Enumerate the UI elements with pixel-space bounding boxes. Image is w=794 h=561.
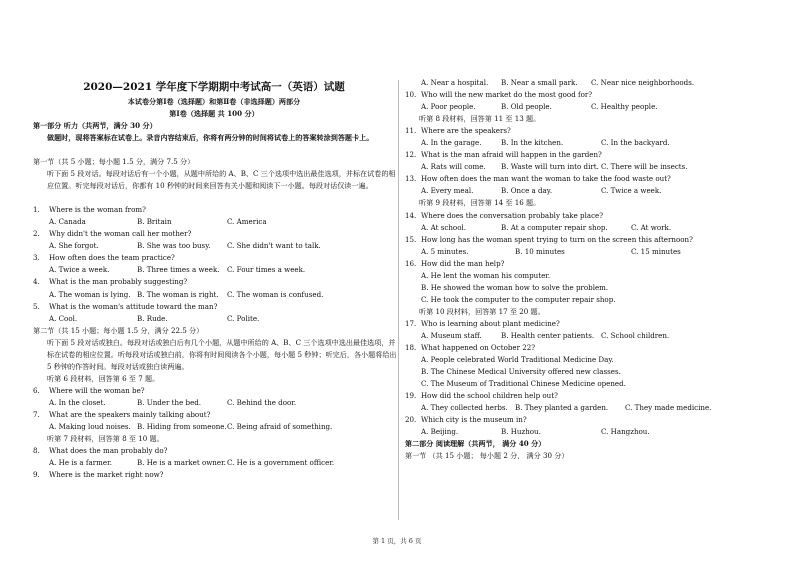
question-14-options	[405, 222, 765, 234]
question-5-options	[33, 313, 395, 325]
question-3-options	[33, 264, 395, 276]
option-a[interactable]: A. In the garage.	[421, 138, 482, 148]
option-c[interactable]: C. School children.	[601, 330, 670, 340]
option-c[interactable]: C. Hangzhou.	[601, 427, 650, 437]
question-17-options	[405, 330, 765, 342]
question-1: 1. Where is the woman from?	[33, 205, 146, 215]
listen-instruction-7: 听第 7 段材料，回答第 8 至 10 题。	[47, 433, 164, 443]
question-9-options	[405, 77, 765, 89]
option-b[interactable]: B. Under the bed.	[137, 397, 202, 407]
option-c[interactable]: C. America	[227, 217, 267, 227]
question-20: 20. Which city is the museum in?	[405, 415, 527, 425]
question-4: 4. What is the man probably suggesting?	[33, 277, 188, 287]
option-c[interactable]: C. He is a government officer.	[227, 458, 335, 468]
option-a[interactable]: A. She forgot.	[49, 241, 99, 251]
question-12: 12. What is the man afraid will happen in the garden?	[405, 150, 602, 160]
option-a[interactable]: A. Every meal.	[421, 186, 474, 196]
option-a[interactable]: A. He lent the woman his computer.	[421, 270, 551, 280]
option-b[interactable]: B. The woman is right.	[137, 289, 219, 299]
option-c[interactable]: C. Polite.	[227, 313, 260, 323]
right-column	[405, 77, 765, 463]
option-c[interactable]: C. Four times a week.	[227, 265, 306, 275]
option-b[interactable]: B. Hiding from someone.	[137, 421, 227, 431]
part2-section1-heading: 第一节 （共 15 小题； 每小题 2 分， 满分 30 分）	[405, 451, 569, 461]
section1-instructions: 听下面 5 段对话。每段对话后有一个小题，从题中所给的 A、B、C 三个选项中选出最佳选项，并标在试卷的相应位置。听完每段对话后，你都有 10 秒钟的时间来回答有关小题和阅读下一小题。每段对话仅读一遍。	[47, 169, 396, 191]
option-b[interactable]: B. Near a small park.	[501, 78, 578, 87]
option-b[interactable]: B. In the kitchen.	[501, 138, 564, 148]
question-15-options	[405, 246, 765, 258]
listen-instruction-10: 听第 10 段材料，回答第 17 至 20 题。	[419, 306, 545, 316]
part2-heading: 第二部分 阅读理解（共两节， 满分 40 分）	[405, 439, 546, 449]
option-c[interactable]: C. Behind the door.	[227, 397, 297, 407]
exam-subtitle-2: 第Ⅰ卷（选择题 共 100 分）	[169, 109, 259, 119]
option-a[interactable]: A. Near a hospital.	[421, 78, 489, 87]
question-5: 5. What is the woman's attitude toward the man?	[33, 301, 218, 311]
exam-subtitle-1: 本试卷分第Ⅰ卷（选择题）和第Ⅱ卷（非选择题）两部分	[127, 97, 301, 106]
question-18-option-b	[405, 366, 765, 378]
left-column	[33, 0, 395, 481]
listen-instruction-8: 听第 8 段材料，回答第 11 至 13 题。	[419, 114, 541, 124]
option-a[interactable]: A. Poor people.	[421, 102, 476, 112]
listen-instruction-6: 听第 6 段材料，回答第 6 至 7 题。	[47, 373, 160, 383]
option-b[interactable]: B. Huzhou.	[501, 427, 541, 437]
option-c[interactable]: C. There will be insects.	[601, 162, 688, 172]
option-a[interactable]: A. The woman is lying.	[49, 289, 131, 299]
question-20-options	[405, 426, 765, 438]
question-7-options	[33, 421, 395, 433]
listen-instruction-9: 听第 9 段材料，回答第 14 至 16 题。	[419, 198, 541, 208]
option-c[interactable]: C. Twice a week.	[601, 186, 662, 196]
option-b[interactable]: B. Once a day.	[501, 186, 553, 196]
option-b[interactable]: B. He showed the woman how to solve the problem.	[421, 282, 609, 292]
question-13: 13. How often does the man want the woman to take the food waste out?	[405, 174, 671, 184]
option-a[interactable]: A. In the closet.	[49, 397, 106, 407]
option-c[interactable]: C. 15 minutes	[631, 246, 681, 256]
question-18-option-a	[405, 354, 765, 366]
question-15: 15. How long has the woman spent trying to turn on the screen this afternoon?	[405, 234, 693, 244]
option-b[interactable]: B. Britain	[137, 217, 172, 227]
option-a[interactable]: A. 5 minutes.	[421, 246, 469, 256]
option-a[interactable]: A. Rats will come.	[421, 162, 486, 172]
option-c[interactable]: C. Being afraid of something.	[227, 421, 333, 431]
option-b[interactable]: B. He is a market owner.	[137, 458, 226, 468]
question-4-options	[33, 289, 395, 301]
option-b[interactable]: B. Three times a week.	[137, 265, 220, 275]
option-b[interactable]: B. Old people.	[501, 102, 552, 112]
option-c[interactable]: C. She didn't want to talk.	[227, 241, 321, 251]
option-c[interactable]: C. He took the computer to the computer repair shop.	[421, 294, 616, 304]
page-footer: 第 1 页，共 6 页	[372, 537, 422, 545]
question-10-options	[405, 101, 765, 113]
question-3: 3. How often does the team practice?	[33, 253, 175, 263]
option-a[interactable]: A. Cool.	[49, 313, 78, 323]
option-b[interactable]: B. They planted a garden.	[515, 403, 609, 413]
option-c[interactable]: C. Healthy people.	[591, 102, 658, 112]
question-9: 9. Where is the market right now?	[33, 470, 164, 480]
question-19: 19. How did the school children help out?	[405, 391, 558, 401]
exam-title: 2020—2021 学年度下学期期中考试高一（英语）试题	[83, 81, 345, 93]
option-b[interactable]: B. Waste will turn into dirt.	[501, 162, 599, 172]
question-8: 8. What does the man probably do?	[33, 445, 168, 455]
question-1-options	[33, 216, 395, 228]
option-b[interactable]: B. At a computer repair shop.	[501, 222, 608, 232]
question-10: 10. Who will the new market do the most good for?	[405, 90, 593, 100]
part1-heading: 第一部分 听力（共两节，满分 30 分）	[33, 121, 157, 131]
question-19-options	[405, 402, 765, 414]
question-13-options	[405, 185, 765, 197]
part1-instructions: 做题时，现将答案标在试卷上。录音内容结束后，你将有两分钟的时间将试卷上的答案转涂到答题卡上。	[47, 133, 374, 143]
question-2: 2. Why didn't the woman call her mother?	[33, 229, 192, 239]
question-6-options	[33, 397, 395, 409]
option-a[interactable]: A. Canada	[49, 217, 86, 227]
option-a[interactable]: A. They collected herbs.	[421, 403, 508, 413]
option-b[interactable]: B. The Chinese Medical University offered new classes.	[421, 367, 621, 377]
option-b[interactable]: B. Rude.	[137, 313, 168, 323]
option-c[interactable]: C. The woman is confused.	[227, 289, 324, 299]
option-a[interactable]: A. Museum staff.	[421, 330, 482, 340]
option-a[interactable]: A. Beijing.	[421, 427, 459, 437]
question-8-options	[33, 457, 395, 469]
question-14: 14. Where does the conversation probably take place?	[405, 210, 604, 220]
section1-heading: 第一节（共 5 小题；每小题 1.5 分，满分 7.5 分）	[33, 157, 195, 167]
question-2-options	[33, 240, 395, 252]
question-17: 17. Who is learning about plant medicine?	[405, 318, 560, 328]
option-a[interactable]: A. People celebrated World Traditional Medicine Day.	[421, 355, 614, 365]
question-11-options	[405, 137, 765, 149]
question-7: 7. What are the speakers mainly talking about?	[33, 409, 211, 419]
option-c[interactable]: C. In the backyard.	[601, 138, 670, 148]
option-a[interactable]: A. Twice a week.	[49, 265, 110, 275]
option-b[interactable]: B. Health center patients.	[501, 330, 595, 340]
question-16-option-a	[405, 270, 765, 282]
question-11: 11. Where are the speakers?	[405, 126, 511, 136]
question-16-option-c	[405, 294, 765, 306]
option-a[interactable]: A. Making loud noises.	[49, 421, 131, 431]
option-c[interactable]: C. They made medicine.	[625, 403, 712, 413]
section2-heading: 第二节（共 15 小题；每小题 1.5 分，满分 22.5 分）	[33, 325, 204, 335]
option-c[interactable]: C. At work.	[631, 222, 672, 232]
question-16: 16. How did the man help?	[405, 258, 505, 268]
question-6: 6. Where will the woman be?	[33, 385, 145, 395]
section2-instructions: 听下面 5 段对话或独白。每段对话或独白后有几个小题，从题中所给的 A、B、C 三个选项中选出最佳选项，并标在试卷的相应位置。听每段对话或独白前，你将有时间阅读各个小题，每小题 5 秒钟；听完后，各小题将给出 5 秒钟的作答时间。每段对话或独白读两遍。	[47, 337, 397, 371]
question-16-option-b	[405, 282, 765, 294]
option-c[interactable]: C. Near nice neighborhoods.	[591, 78, 695, 87]
question-12-options	[405, 161, 765, 173]
option-b[interactable]: B. 10 minutes	[515, 246, 565, 256]
option-a[interactable]: A. At school.	[421, 222, 466, 232]
column-divider	[398, 80, 399, 520]
option-b[interactable]: B. She was too busy.	[137, 241, 211, 251]
option-c[interactable]: C. The Museum of Traditional Chinese Medicine opened.	[421, 379, 626, 389]
option-a[interactable]: A. He is a farmer.	[49, 458, 112, 468]
question-18-option-c	[405, 378, 765, 390]
question-18: 18. What happened on October 22?	[405, 343, 536, 353]
